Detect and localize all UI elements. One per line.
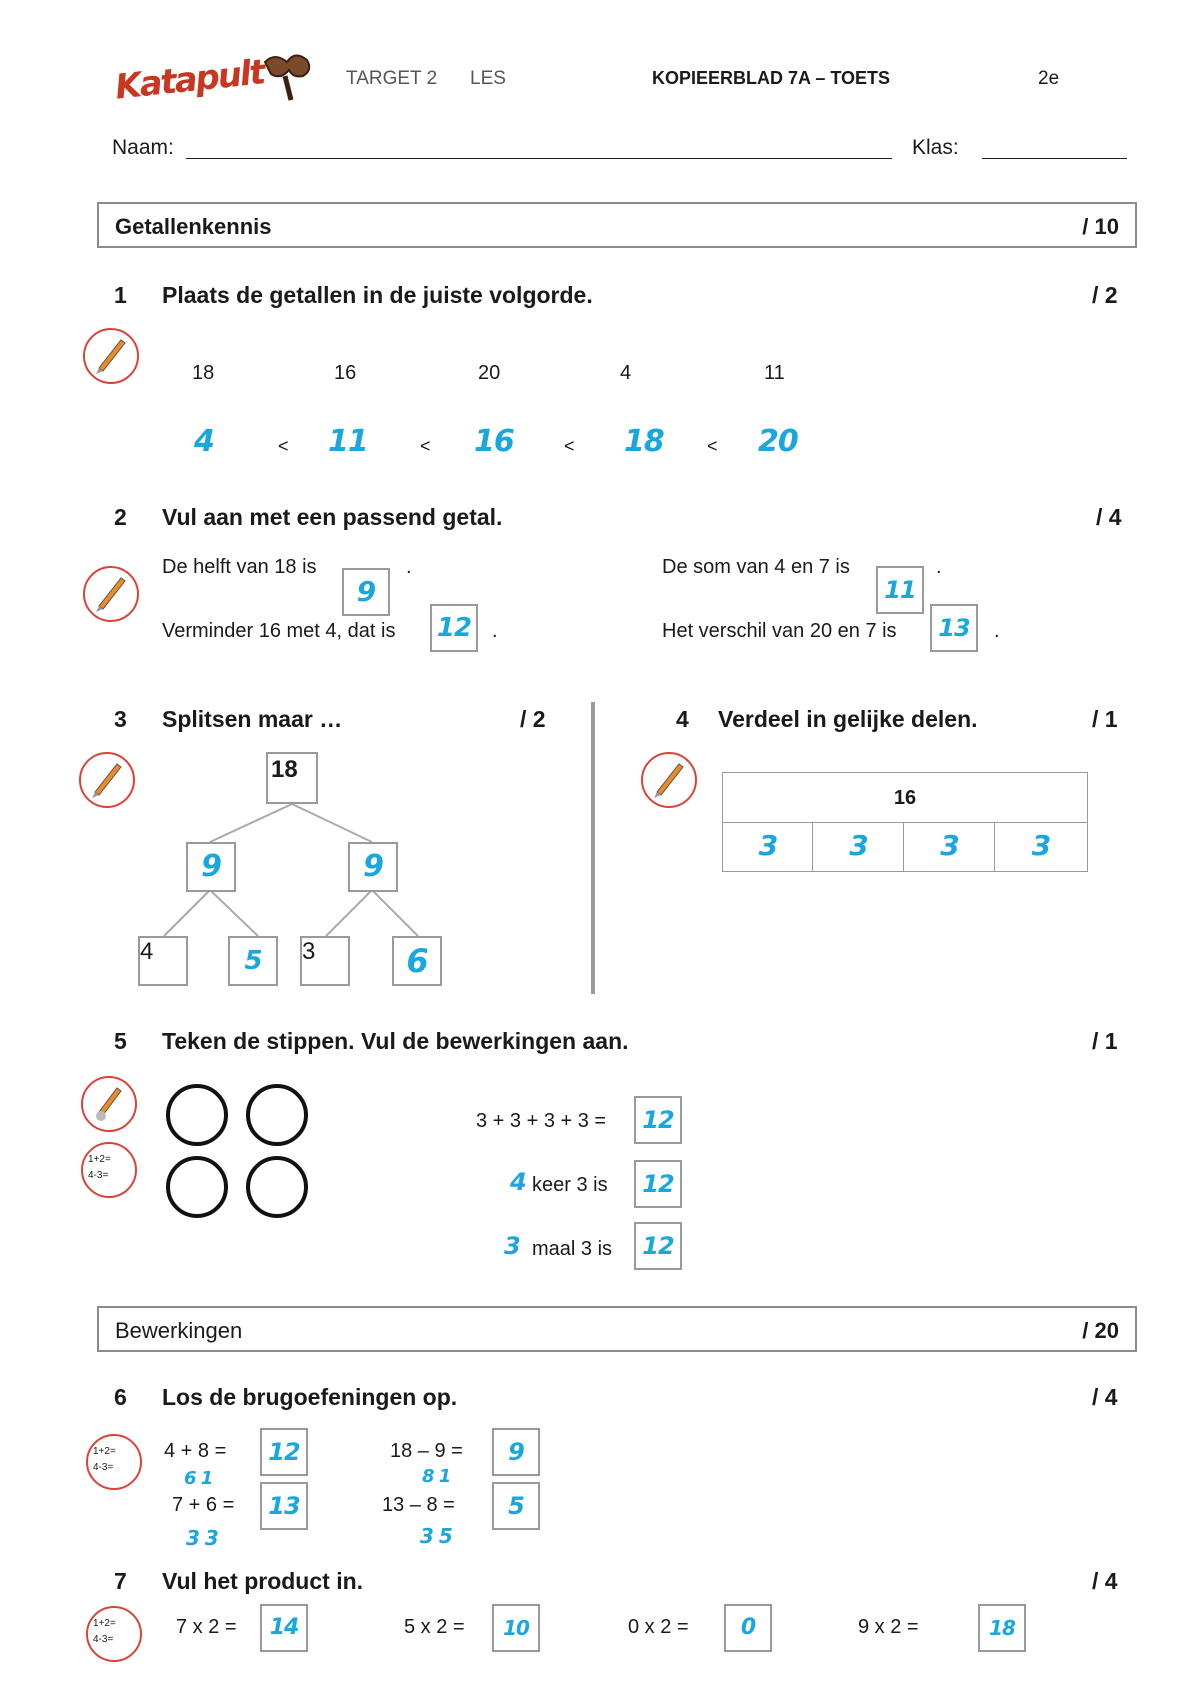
q1-number-1: 18 <box>192 362 215 384</box>
split-left-value: 9 <box>201 849 221 884</box>
q6-number: 6 <box>114 1384 127 1410</box>
q2a-text: De helft van 18 is <box>162 556 317 578</box>
q1-number-5: 11 <box>764 362 785 384</box>
divide-part-4-value: 3 <box>1031 829 1051 862</box>
dot-circle-3[interactable] <box>166 1156 228 1218</box>
split-ll-box <box>138 936 188 986</box>
section-title: Bewerkingen <box>115 1318 243 1343</box>
q7-number: 7 <box>114 1568 127 1594</box>
q7-item-1-text: 7 x 2 = <box>176 1616 237 1638</box>
q6c-text: 18 – 9 = <box>390 1440 463 1462</box>
q7-item-2-answer: 10 <box>503 1616 529 1640</box>
q5-keer-box[interactable] <box>634 1160 682 1208</box>
split-top-value: 18 <box>271 756 298 783</box>
q5-sum-answer: 12 <box>642 1106 674 1134</box>
class-label: Klas: <box>912 136 959 159</box>
q6d-answer: 5 <box>508 1492 524 1520</box>
q7-item-4-answer: 18 <box>989 1616 1015 1640</box>
q6-score: / 4 <box>1092 1384 1118 1410</box>
q1-score: / 2 <box>1092 282 1118 308</box>
q6d-split[interactable]: 8 1 <box>422 1466 451 1487</box>
brush-icon <box>81 1076 137 1132</box>
q7-item-4-text: 9 x 2 = <box>858 1616 919 1638</box>
q6b-box[interactable] <box>260 1482 308 1530</box>
q2d-answer: 13 <box>938 614 970 642</box>
q5-score: / 1 <box>1092 1028 1118 1054</box>
q6b-text: 7 + 6 = <box>172 1494 235 1516</box>
q1-answer-1[interactable]: 4 <box>194 424 214 459</box>
divide-part-2[interactable] <box>812 822 905 872</box>
les-label: LES <box>470 68 506 89</box>
split-rl-box <box>300 936 350 986</box>
divide-part-1-value: 3 <box>758 829 778 862</box>
split-left-box[interactable] <box>186 842 236 892</box>
q6d-box[interactable] <box>492 1482 540 1530</box>
q7-item-1-answer: 14 <box>269 1615 299 1640</box>
q2d-dot: . <box>994 620 1000 642</box>
q5-sum-text: 3 + 3 + 3 + 3 = <box>476 1110 607 1132</box>
grade-label: 2e <box>1038 68 1060 89</box>
q7-item-1-box[interactable] <box>260 1604 308 1652</box>
q6c-answer: 9 <box>508 1438 524 1466</box>
section-bewerkingen <box>97 1306 1137 1352</box>
divide-total-cell <box>722 772 1088 824</box>
q5-keer-count[interactable]: 4 <box>510 1168 526 1196</box>
divide-part-1[interactable] <box>722 822 814 872</box>
q2c-answer: 11 <box>884 576 916 604</box>
q6c-box[interactable] <box>492 1428 540 1476</box>
divide-part-4[interactable] <box>994 822 1088 872</box>
q2d-text: Het verschil van 20 en 7 is <box>662 620 897 642</box>
sheet-title: KOPIEERBLAD 7A – TOETS <box>652 68 891 88</box>
q6a-text: 4 + 8 = <box>164 1440 227 1462</box>
split-rr-value: 6 <box>406 942 428 980</box>
q2c-text: De som van 4 en 7 is <box>662 556 850 578</box>
q7-item-2-text: 5 x 2 = <box>404 1616 465 1638</box>
q1-sep-4: < <box>707 436 718 456</box>
q2b-answer: 12 <box>436 613 472 643</box>
q1-answer-2[interactable]: 11 <box>328 424 368 459</box>
dot-circle-4[interactable] <box>246 1156 308 1218</box>
pencil-icon <box>641 752 697 808</box>
split-lr-value: 5 <box>244 946 262 976</box>
q1-number-2: 16 <box>334 362 357 384</box>
section-score: / 10 <box>1082 214 1119 239</box>
section-title: Getallenkennis <box>115 214 272 239</box>
q2b-text: Verminder 16 met 4, dat is <box>162 620 396 642</box>
dot-circle-1[interactable] <box>166 1084 228 1146</box>
q6a-answer: 12 <box>268 1438 300 1466</box>
calc-icon-bottom: 4-3= <box>93 1462 114 1473</box>
q3-score: / 2 <box>520 706 546 732</box>
divide-part-3[interactable] <box>903 822 996 872</box>
q1-sep-2: < <box>420 436 431 456</box>
q6b-split[interactable]: 6 1 <box>184 1468 213 1489</box>
q6b-split-2[interactable]: 3 3 <box>186 1526 218 1550</box>
q1-number-4: 4 <box>620 362 632 384</box>
q2-number: 2 <box>114 504 127 530</box>
divide-total-value: 16 <box>893 787 917 809</box>
q4-number: 4 <box>676 706 689 732</box>
divide-part-3-value: 3 <box>940 829 959 862</box>
q1-answer-3[interactable]: 16 <box>474 424 514 459</box>
split-lr-box[interactable] <box>228 936 278 986</box>
q1-sep-3: < <box>564 436 575 456</box>
q1-number-3: 20 <box>478 362 501 384</box>
q1-answer-4[interactable]: 18 <box>624 424 664 459</box>
q5-number: 5 <box>114 1028 127 1054</box>
q7-item-2-box[interactable] <box>492 1604 540 1652</box>
calc-icon-top: 1+2= <box>93 1618 116 1629</box>
split-rl-value: 3 <box>302 938 316 965</box>
divide-part-2-value: 3 <box>849 829 868 862</box>
q5-sum-box[interactable] <box>634 1096 682 1144</box>
q7-title: Vul het product in. <box>162 1568 364 1594</box>
q1-number: 1 <box>114 282 127 308</box>
q2a-answer: 9 <box>356 575 376 608</box>
section-score: / 20 <box>1082 1318 1119 1343</box>
q7-item-3-answer: 0 <box>740 1615 756 1640</box>
q5-maal-answer: 12 <box>642 1232 674 1260</box>
q6b-answer: 13 <box>268 1492 300 1520</box>
q2b-dot: . <box>492 620 498 642</box>
split-top-box <box>266 752 318 804</box>
column-divider <box>591 702 595 994</box>
q6d-text: 13 – 8 = <box>382 1494 455 1516</box>
q6a-box[interactable] <box>260 1428 308 1476</box>
q7-item-4-box[interactable] <box>978 1604 1026 1652</box>
q7-score: / 4 <box>1092 1568 1118 1594</box>
q2-score: / 4 <box>1096 504 1122 530</box>
q6-title: Los de brugoefeningen op. <box>162 1384 458 1410</box>
calc-icon-bottom: 4-3= <box>93 1634 114 1645</box>
q1-title: Plaats de getallen in de juiste volgorde. <box>162 282 593 308</box>
q5-maal-text: maal 3 is <box>532 1238 613 1260</box>
q5-maal-count[interactable]: 3 <box>504 1232 520 1260</box>
q5-keer-answer: 12 <box>642 1170 674 1198</box>
q3-number: 3 <box>114 706 127 732</box>
q5-title: Teken de stippen. Vul de bewerkingen aan. <box>162 1028 629 1054</box>
logo-text: Katapult <box>113 52 266 108</box>
q6d-split-2[interactable]: 3 5 <box>420 1524 452 1548</box>
q5-keer-text: keer 3 is <box>532 1174 608 1196</box>
q1-answer-5[interactable]: 20 <box>758 424 798 459</box>
calculation-icon <box>86 1606 142 1662</box>
calc-icon-top: 1+2= <box>88 1154 111 1165</box>
dot-circle-2[interactable] <box>246 1084 308 1146</box>
q3-title: Splitsen maar … <box>162 706 343 732</box>
calculation-icon <box>86 1434 142 1490</box>
q2a-dot: . <box>406 556 412 578</box>
split-ll-value: 4 <box>140 938 154 965</box>
q4-title: Verdeel in gelijke delen. <box>718 706 978 732</box>
q1-sep-1: < <box>278 436 289 456</box>
calc-icon-bottom: 4-3= <box>88 1170 109 1181</box>
calc-icon-top: 1+2= <box>93 1446 116 1457</box>
series-label: TARGET 2 <box>346 68 438 89</box>
split-rr-box[interactable] <box>392 936 442 986</box>
split-right-value: 9 <box>363 849 383 884</box>
q2-title: Vul aan met een passend getal. <box>162 504 503 530</box>
q5-maal-box[interactable] <box>634 1222 682 1270</box>
calculation-icon <box>81 1142 137 1198</box>
q2c-dot: . <box>936 556 942 578</box>
q7-item-3-text: 0 x 2 = <box>628 1616 689 1638</box>
q7-item-3-box[interactable] <box>724 1604 772 1652</box>
q4-score: / 1 <box>1092 706 1118 732</box>
split-right-box[interactable] <box>348 842 398 892</box>
name-label: Naam: <box>112 136 174 159</box>
